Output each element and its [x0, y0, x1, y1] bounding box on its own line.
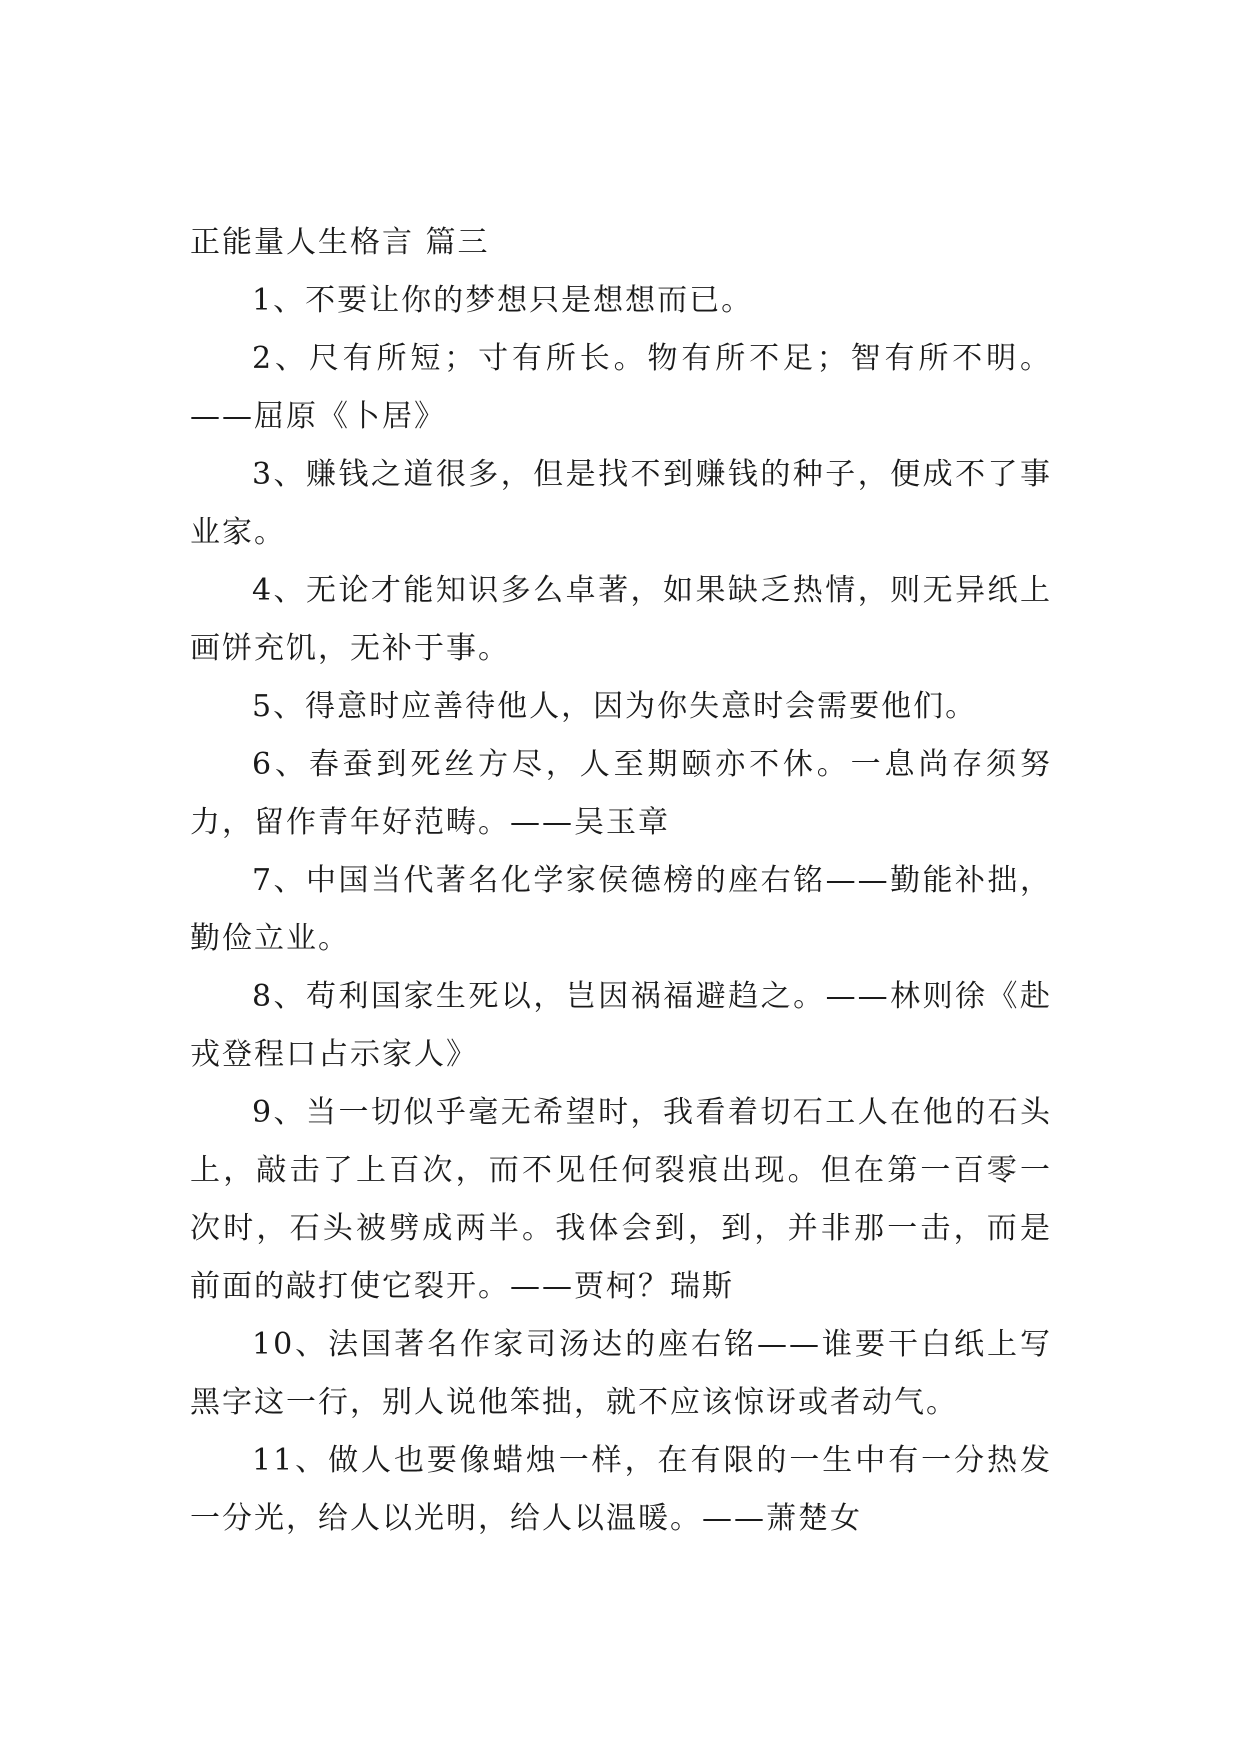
- quote-item: 6、春蚕到死丝方尽，人至期颐亦不休。一息尚存须努力，留作青年好范畴。——吴玉章: [190, 747, 1052, 840]
- quote-item: 4、无论才能知识多么卓著，如果缺乏热情，则无异纸上画饼充饥，无补于事。: [190, 573, 1052, 666]
- section-title: 正能量人生格言 篇三: [190, 225, 490, 260]
- quote-item: 10、法国著名作家司汤达的座右铭——谁要干白纸上写黑字这一行，别人说他笨拙，就不应该惊讶或者动气。: [190, 1327, 1052, 1420]
- quote-item: 1、不要让你的梦想只是想想而已。: [252, 283, 754, 318]
- quote-item: 8、苟利国家生死以，岂因祸福避趋之。——林则徐《赴戎登程口占示家人》: [190, 979, 1052, 1072]
- quote-item: 2、尺有所短；寸有所长。物有所不足；智有所不明。——屈原《卜居》: [190, 341, 1052, 434]
- quote-item: 3、赚钱之道很多，但是找不到赚钱的种子，便成不了事业家。: [190, 457, 1052, 550]
- quote-item: 7、中国当代著名化学家侯德榜的座右铭——勤能补拙，勤俭立业。: [190, 863, 1052, 956]
- quote-item: 11、做人也要像蜡烛一样，在有限的一生中有一分热发一分光，给人以光明，给人以温暖。——萧楚女: [190, 1443, 1052, 1536]
- quote-item: 9、当一切似乎毫无希望时，我看着切石工人在他的石头上，敲击了上百次，而不见任何裂痕出现。但在第一百零一次时，石头被劈成两半。我体会到，到，并非那一击，而是前面的敲打使它裂开。——贾柯？瑞斯: [190, 1095, 1052, 1304]
- quote-item: 5、得意时应善待他人，因为你失意时会需要他们。: [252, 689, 978, 724]
- document-body: [190, 214, 1052, 1548]
